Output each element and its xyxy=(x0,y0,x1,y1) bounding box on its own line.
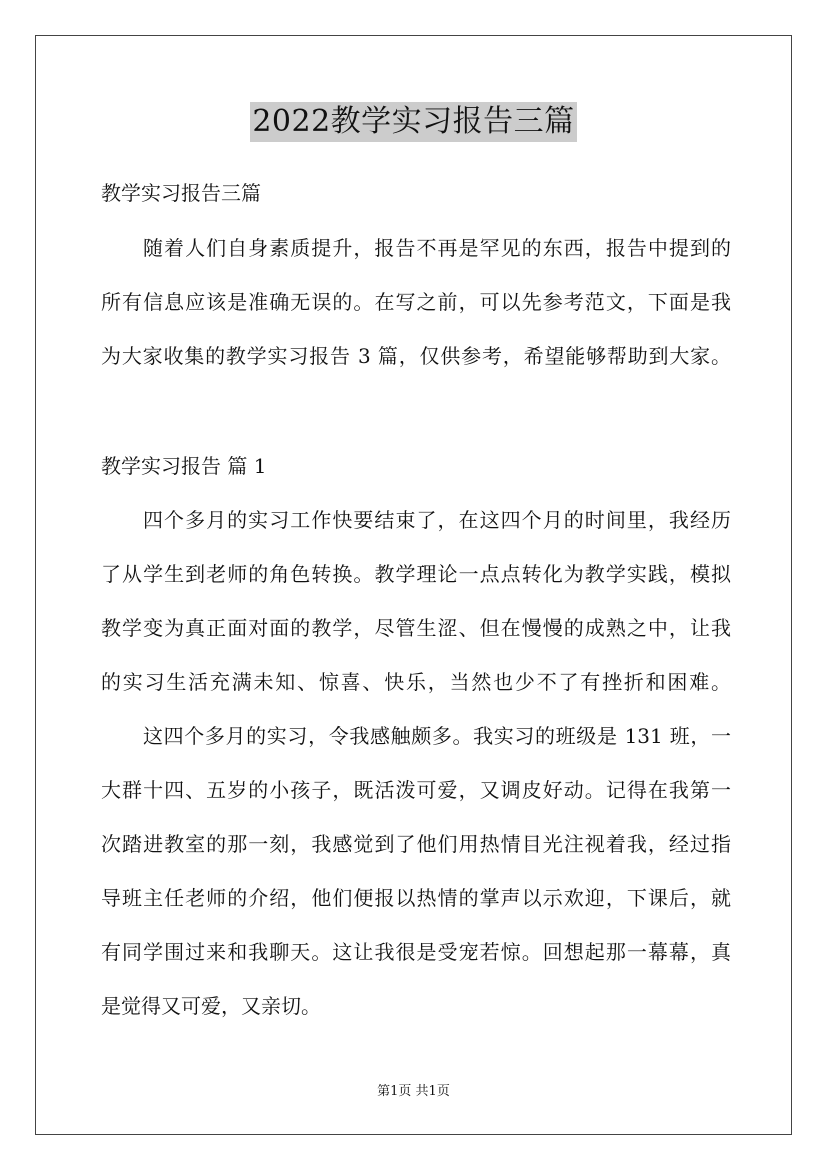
paragraph-line: 是觉得又可爱，又亲切。 xyxy=(101,994,321,1018)
paragraph-line: 次踏进教室的那一刻，我感觉到了他们用热情目光注视着我，经过指 xyxy=(101,832,731,856)
document-title: 2022教学实习报告三篇 xyxy=(250,102,576,142)
paragraph-line: 这四个多月的实习，令我感触颇多。我实习的班级是 131 班，一 xyxy=(143,724,731,748)
paragraph-line: 的实习生活充满未知、惊喜、快乐，当然也少不了有挫折和困难。 xyxy=(101,670,731,694)
intro-line: 为大家收集的教学实习报告 3 篇，仅供参考，希望能够帮助到大家。 xyxy=(101,344,731,368)
paragraph-line: 了从学生到老师的角色转换。教学理论一点点转化为教学实践，模拟 xyxy=(101,562,731,586)
paragraph-line: 有同学围过来和我聊天。这让我很是受宠若惊。回想起那一幕幕，真 xyxy=(101,940,731,964)
paragraph-line: 四个多月的实习工作快要结束了，在这四个月的时间里，我经历 xyxy=(143,508,731,532)
title-container xyxy=(0,102,827,142)
paragraph-line: 大群十四、五岁的小孩子，既活泼可爱，又调皮好动。记得在我第一 xyxy=(101,778,731,802)
document-subtitle: 教学实习报告三篇 xyxy=(101,181,261,205)
page-footer: 第1页 共1页 xyxy=(377,1084,450,1099)
section-heading: 教学实习报告 篇 1 xyxy=(101,454,267,478)
paragraph-line: 教学变为真正面对面的教学，尽管生涩、但在慢慢的成熟之中，让我 xyxy=(101,616,731,640)
intro-line: 随着人们自身素质提升，报告不再是罕见的东西，报告中提到的 xyxy=(143,236,731,260)
intro-line: 所有信息应该是准确无误的。在写之前，可以先参考范文，下面是我 xyxy=(101,290,731,314)
paragraph-line: 导班主任老师的介绍，他们便报以热情的掌声以示欢迎，下课后，就 xyxy=(101,886,731,910)
